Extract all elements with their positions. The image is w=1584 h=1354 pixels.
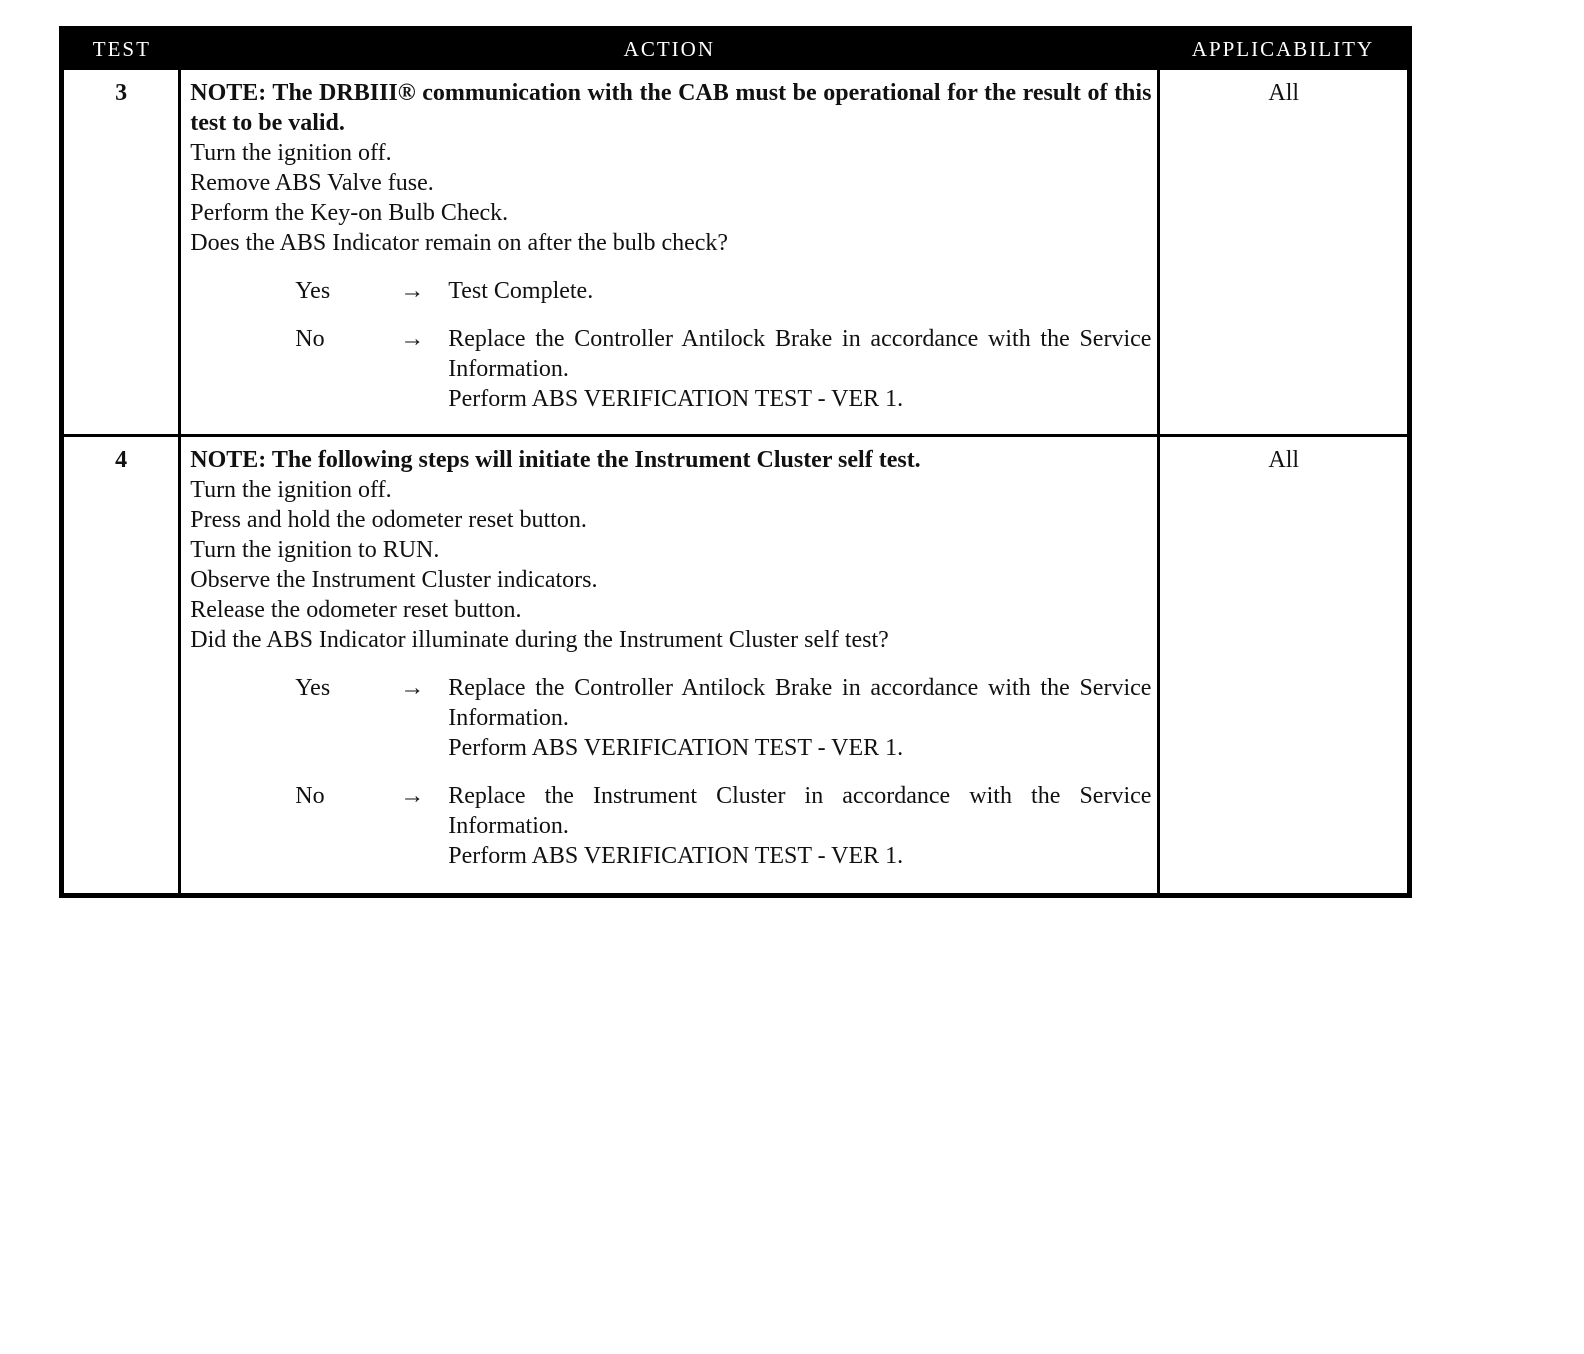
step-text: Observe the Instrument Cluster indicators. xyxy=(190,567,598,593)
answer-label: No xyxy=(295,326,325,352)
answer-body xyxy=(448,276,1151,306)
arrow-right-icon: → xyxy=(400,675,425,701)
table-row xyxy=(62,436,1410,896)
arrow-right-icon: → xyxy=(400,326,425,352)
answer-line: Perform ABS VERIFICATION TEST - VER 1. xyxy=(448,843,904,869)
answer-body xyxy=(448,324,1151,414)
table-header-row xyxy=(62,29,1410,69)
step-text: Remove ABS Valve fuse. xyxy=(190,170,434,196)
answer-line: Perform ABS VERIFICATION TEST - VER 1. xyxy=(448,386,904,412)
arrow-right-icon: → xyxy=(400,278,425,304)
diagnostic-test-table xyxy=(59,26,1412,898)
applicability-value: All xyxy=(1159,69,1410,436)
answer-no xyxy=(190,324,1151,414)
applicability-value: All xyxy=(1159,436,1410,896)
answer-line: Replace the Controller Antilock Brake in accordance with the Service Information. xyxy=(448,326,1152,382)
answer-label: Yes xyxy=(295,278,331,304)
note-text: NOTE: The DRBIII® communication with the CAB must be operational for the result of this test to be valid. xyxy=(190,80,1152,136)
table-row xyxy=(62,69,1410,436)
test-number: 3 xyxy=(62,69,180,436)
answer-yes xyxy=(190,276,1151,306)
step-text: Perform the Key-on Bulb Check. xyxy=(190,200,509,226)
answer-body xyxy=(448,673,1151,763)
step-text: Turn the ignition off. xyxy=(190,140,392,166)
header-test: TEST xyxy=(62,29,180,69)
step-text: Turn the ignition off. xyxy=(190,477,392,503)
arrow-right-icon: → xyxy=(400,783,425,809)
step-text: Press and hold the odometer reset button. xyxy=(190,507,587,533)
answer-line: Replace the Instrument Cluster in accordance with the Service Information. xyxy=(448,783,1152,839)
step-text: Does the ABS Indicator remain on after the bulb check? xyxy=(190,230,729,256)
answer-line: Replace the Controller Antilock Brake in accordance with the Service Information. xyxy=(448,675,1152,731)
answer-no xyxy=(190,781,1151,871)
test-number: 4 xyxy=(62,436,180,896)
step-text: Release the odometer reset button. xyxy=(190,597,522,623)
answer-label: No xyxy=(295,783,325,809)
note-text: NOTE: The following steps will initiate the Instrument Cluster self test. xyxy=(190,447,921,473)
step-text: Turn the ignition to RUN. xyxy=(190,537,440,563)
header-applicability: APPLICABILITY xyxy=(1159,29,1410,69)
answer-line: Test Complete. xyxy=(448,278,594,304)
step-text: Did the ABS Indicator illuminate during the Instrument Cluster self test? xyxy=(190,627,889,653)
header-action: ACTION xyxy=(180,29,1159,69)
answer-body xyxy=(448,781,1151,871)
action-cell xyxy=(180,436,1159,896)
answer-yes xyxy=(190,673,1151,763)
answer-line: Perform ABS VERIFICATION TEST - VER 1. xyxy=(448,735,904,761)
answer-label: Yes xyxy=(295,675,331,701)
action-cell xyxy=(180,69,1159,436)
